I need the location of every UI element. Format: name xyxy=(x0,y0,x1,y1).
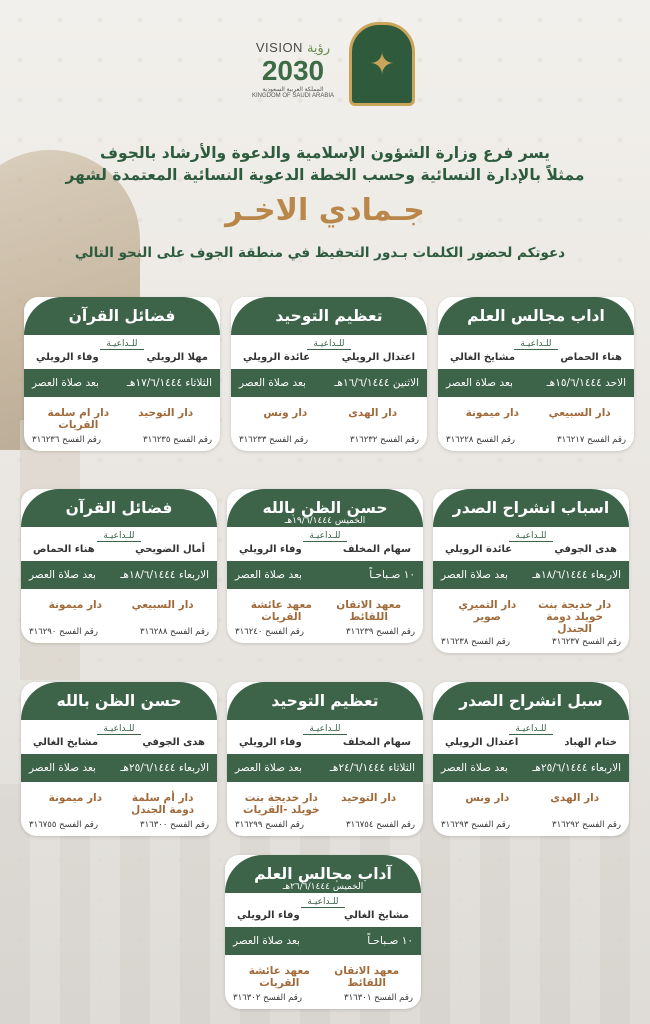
permit-left: رقم الفسح ٣١٦٣٠٢ xyxy=(233,993,302,1003)
card-label xyxy=(227,527,423,541)
card-title: اسباب انشراح الصدر xyxy=(452,499,610,517)
card-names xyxy=(227,734,423,748)
program-card xyxy=(227,489,423,643)
card-schedule xyxy=(21,561,217,589)
card-names xyxy=(24,349,220,363)
speaker-left: وفاء الرويلي xyxy=(239,544,302,555)
card-places xyxy=(433,589,629,635)
card-header xyxy=(231,297,427,335)
card-label-text: للـداعيـة xyxy=(97,724,140,735)
card-label xyxy=(438,335,634,349)
program-card xyxy=(231,297,427,451)
card-places xyxy=(225,955,421,991)
place-right: دار التوحيد xyxy=(341,792,397,804)
speaker-left: عائدة الرويلي xyxy=(243,352,311,363)
card-label xyxy=(433,527,629,541)
card-day: الاثنين ١٦/٦/١٤٤٤هـ xyxy=(334,377,419,389)
vision-arabic: رؤية xyxy=(306,40,331,55)
vision-word: VISION xyxy=(255,40,303,55)
card-schedule xyxy=(433,754,629,782)
place-left: معهد عائشة القريات xyxy=(248,965,310,989)
card-day: الاربعاء ٢٥/٦/١٤٤٤هـ xyxy=(532,762,621,774)
card-names xyxy=(433,541,629,555)
card-label-text: للـداعيـة xyxy=(303,531,346,542)
place-right: معهد الاتقان اللقائط xyxy=(334,965,400,989)
card-schedule xyxy=(438,369,634,397)
speaker-right: اعتدال الرويلي xyxy=(341,352,415,363)
permit-left: رقم الفسح ٣١٦٢٢٨ xyxy=(446,435,515,445)
card-header xyxy=(227,682,423,720)
speaker-right: أمال الضويحي xyxy=(135,544,205,555)
program-card xyxy=(227,682,423,836)
place-right: معهد الاتقان اللقائط xyxy=(336,599,402,623)
place-left: دار ميمونة xyxy=(48,792,103,804)
place-left: دار خديجة بنت خويلد -القريات xyxy=(243,792,320,816)
place-left: دار ميمونة xyxy=(48,599,103,611)
vision-year: 2030 xyxy=(261,55,325,86)
permit-right: رقم الفسح ٣١٦٢٣٢ xyxy=(350,435,419,445)
card-time: بعد صلاة العصر xyxy=(29,762,96,774)
speaker-right: سهام المخلف xyxy=(342,544,411,555)
card-label xyxy=(433,720,629,734)
permit-left: رقم الفسح ٣١٦٢٣٣ xyxy=(239,435,308,445)
card-title: اداب مجالس العلم xyxy=(467,307,605,325)
card-title: فضائل القرآن xyxy=(68,307,176,325)
card-label-text: للـداعيـة xyxy=(303,724,346,735)
place-left: دار ام سلمة القريات xyxy=(47,407,110,431)
place-left: دار ونس xyxy=(465,792,510,804)
card-time: بعد صلاة العصر xyxy=(32,377,99,389)
permit-right: رقم الفسح ٣١٦٢٩٢ xyxy=(552,820,621,830)
card-permits xyxy=(433,818,629,836)
permit-left: رقم الفسح ٣١٦٢٩٩ xyxy=(235,820,304,830)
card-day: الثلاثاء ٢٤/٦/١٤٤٤هـ xyxy=(329,762,415,774)
card-time: بعد صلاة العصر xyxy=(239,377,306,389)
speaker-right: ختام الهباد xyxy=(564,737,617,748)
card-names xyxy=(438,349,634,363)
intro-text xyxy=(30,142,620,186)
card-permits xyxy=(438,433,634,451)
card-label-text: للـداعيـة xyxy=(97,531,140,542)
place-right: دار السبيعي xyxy=(548,407,611,419)
card-label xyxy=(225,893,421,907)
card-names xyxy=(227,541,423,555)
speaker-left: اعتدال الرويلي xyxy=(445,737,519,748)
card-permits xyxy=(227,818,423,836)
place-right: دار الهدى xyxy=(348,407,398,419)
speaker-left: عائدة الرويلي xyxy=(445,544,513,555)
speaker-right: سهام المخلف xyxy=(342,737,411,748)
card-permits xyxy=(227,625,423,643)
card-title: فضائل القرآن xyxy=(65,499,173,517)
card-title: تعظيم التوحيد xyxy=(275,307,383,325)
month-title: جـمادي الاخـر xyxy=(225,193,425,228)
card-header xyxy=(438,297,634,335)
card-title: تعظيم التوحيد xyxy=(271,692,379,710)
card-label-text: للـداعيـة xyxy=(301,897,344,908)
card-title: آداب مجالس العلم xyxy=(254,865,392,883)
place-right: دار خديجة بنت خويلد دومة الجندل xyxy=(538,599,612,635)
permit-right: رقم الفسح ٣١٦٧٥٤ xyxy=(346,820,415,830)
permit-right: رقم الفسح ٣١٦٢٣٧ xyxy=(552,637,621,647)
program-card xyxy=(21,682,217,836)
permit-right: رقم الفسح ٣١٦٢٣٩ xyxy=(346,627,415,637)
card-title: سبل انشراح الصدر xyxy=(459,692,603,710)
card-names xyxy=(231,349,427,363)
permit-right: رقم الفسح ٣١٦٢٣٥ xyxy=(143,435,212,445)
card-places xyxy=(21,589,217,625)
place-left: دار ميمونة xyxy=(465,407,520,419)
speaker-left: وفاء الرويلي xyxy=(237,910,300,921)
card-places xyxy=(227,782,423,818)
card-schedule xyxy=(24,369,220,397)
speaker-left: وفاء الرويلي xyxy=(36,352,99,363)
permit-right: رقم الفسح ٣١٦٢١٧ xyxy=(557,435,626,445)
card-day: الاربعاء ٢٥/٦/١٤٤٤هـ xyxy=(120,762,209,774)
permit-left: رقم الفسح ٣١٦٢٣٦ xyxy=(32,435,101,445)
card-places xyxy=(438,397,634,433)
card-places xyxy=(21,782,217,818)
card-permits xyxy=(21,818,217,836)
kingdom-english: KINGDOM OF SAUDI ARABIA xyxy=(251,93,334,99)
card-title: حسن الظن بالله xyxy=(56,692,182,710)
card-permits xyxy=(433,635,629,653)
place-left: معهد عائشة القريات xyxy=(250,599,312,623)
permit-left: رقم الفسح ٣١٦٢٩٠ xyxy=(29,627,98,637)
invite-text: دعوتكم لحضور الكلمات بـدور التحفيظ في منطقة الجوف على النحو التالي xyxy=(74,245,566,261)
card-time: بعد صلاة العصر xyxy=(29,569,96,581)
program-card xyxy=(21,489,217,643)
card-label-text: للـداعيـة xyxy=(514,339,557,350)
card-names xyxy=(225,907,421,921)
header-logos xyxy=(245,22,415,108)
card-header xyxy=(433,489,629,527)
intro-line-2: ممثلاً بالإدارة النسائية وحسب الخطة الدعوية النسائية المعتمدة لشهر xyxy=(65,166,585,184)
card-label-text: للـداعيـة xyxy=(509,724,552,735)
permit-right: رقم الفسح ٣١٦٢٨٨ xyxy=(140,627,209,637)
card-label-text: للـداعيـة xyxy=(100,339,143,350)
speaker-left: هناء الحماص xyxy=(33,544,95,555)
speaker-left: مشايخ الغالي xyxy=(33,737,99,748)
speaker-right: مشايخ الغالي xyxy=(343,910,409,921)
place-left: دار الثميري صوير xyxy=(458,599,517,623)
intro-line-1: يسر فرع وزارة الشؤون الإسلامية والدعوة والأرشاد بالجوف xyxy=(100,144,550,162)
card-header xyxy=(227,489,423,527)
vision-2030-logo xyxy=(245,40,341,99)
permit-left: رقم الفسح ٣١٦٧٥٥ xyxy=(29,820,98,830)
card-time: بعد صلاة العصر xyxy=(235,762,302,774)
card-header xyxy=(21,682,217,720)
card-label xyxy=(24,335,220,349)
card-time: بعد صلاة العصر xyxy=(233,935,300,947)
card-day: ١٠ صـباحـاً xyxy=(367,935,413,947)
card-label xyxy=(231,335,427,349)
card-schedule xyxy=(231,369,427,397)
speaker-right: هدى الجوفي xyxy=(554,544,617,555)
card-permits xyxy=(225,991,421,1009)
program-card xyxy=(225,855,421,1009)
permit-left: رقم الفسح ٣١٦٢٩٣ xyxy=(441,820,510,830)
card-time: بعد صلاة العصر xyxy=(441,569,508,581)
permit-left: رقم الفسح ٣١٦٢٤٠ xyxy=(235,627,304,637)
card-names xyxy=(21,541,217,555)
card-schedule xyxy=(433,561,629,589)
program-card xyxy=(433,489,629,653)
card-places xyxy=(24,397,220,433)
card-schedule xyxy=(21,754,217,782)
card-label xyxy=(227,720,423,734)
place-right: دار الهدى xyxy=(550,792,600,804)
card-names xyxy=(433,734,629,748)
card-permits xyxy=(21,625,217,643)
card-date: الخميس ٢٦/٦/١٤٤٤هـ xyxy=(282,882,364,892)
card-header xyxy=(433,682,629,720)
card-header xyxy=(24,297,220,335)
card-header xyxy=(21,489,217,527)
speaker-right: مهلا الرويلي xyxy=(146,352,208,363)
place-right: دار التوحيد xyxy=(138,407,194,419)
permit-right: رقم الفسح ٣١٦٣٠١ xyxy=(344,993,413,1003)
speaker-right: هناء الحماص xyxy=(560,352,622,363)
card-label xyxy=(21,720,217,734)
card-permits xyxy=(231,433,427,451)
speaker-left: مشايخ الغالي xyxy=(450,352,516,363)
card-day: الاربعاء ١٨/٦/١٤٤٤هـ xyxy=(532,569,621,581)
place-left: دار ونس xyxy=(263,407,308,419)
card-title: حسن الظن بالله xyxy=(262,499,388,517)
program-card xyxy=(438,297,634,451)
card-time: بعد صلاة العصر xyxy=(235,569,302,581)
place-right: دار أم سلمة دومة الجندل xyxy=(131,792,195,816)
speaker-left: وفاء الرويلي xyxy=(239,737,302,748)
card-schedule xyxy=(227,561,423,589)
permit-right: رقم الفسح ٣١٦٣٠٠ xyxy=(140,820,209,830)
card-permits xyxy=(24,433,220,451)
card-places xyxy=(227,589,423,625)
card-label-text: للـداعيـة xyxy=(307,339,350,350)
card-names xyxy=(21,734,217,748)
card-day: الاحد ١٥/٦/١٤٤٤هـ xyxy=(546,377,626,389)
card-day: الاربعاء ١٨/٦/١٤٤٤هـ xyxy=(120,569,209,581)
card-header xyxy=(225,855,421,893)
card-time: بعد صلاة العصر xyxy=(441,762,508,774)
program-card xyxy=(24,297,220,451)
speaker-right: هدى الجوفي xyxy=(142,737,205,748)
card-label-text: للـداعيـة xyxy=(509,531,552,542)
card-day: ١٠ صـباحـاً xyxy=(369,569,415,581)
card-date: الخميس ١٩/٦/١٤٤٤هـ xyxy=(284,516,366,526)
kingdom-arabic: المملكة العربية السعودية xyxy=(262,87,324,93)
card-places xyxy=(433,782,629,818)
card-places xyxy=(231,397,427,433)
card-label xyxy=(21,527,217,541)
place-right: دار السبيعي xyxy=(131,599,194,611)
program-card xyxy=(433,682,629,836)
card-time: بعد صلاة العصر xyxy=(446,377,513,389)
card-day: الثلاثاء ١٧/٦/١٤٤٤هـ xyxy=(126,377,212,389)
permit-left: رقم الفسح ٣١٦٢٣٨ xyxy=(441,637,510,647)
ministry-emblem-icon: ✦ xyxy=(349,22,415,106)
card-schedule xyxy=(227,754,423,782)
card-schedule xyxy=(225,927,421,955)
